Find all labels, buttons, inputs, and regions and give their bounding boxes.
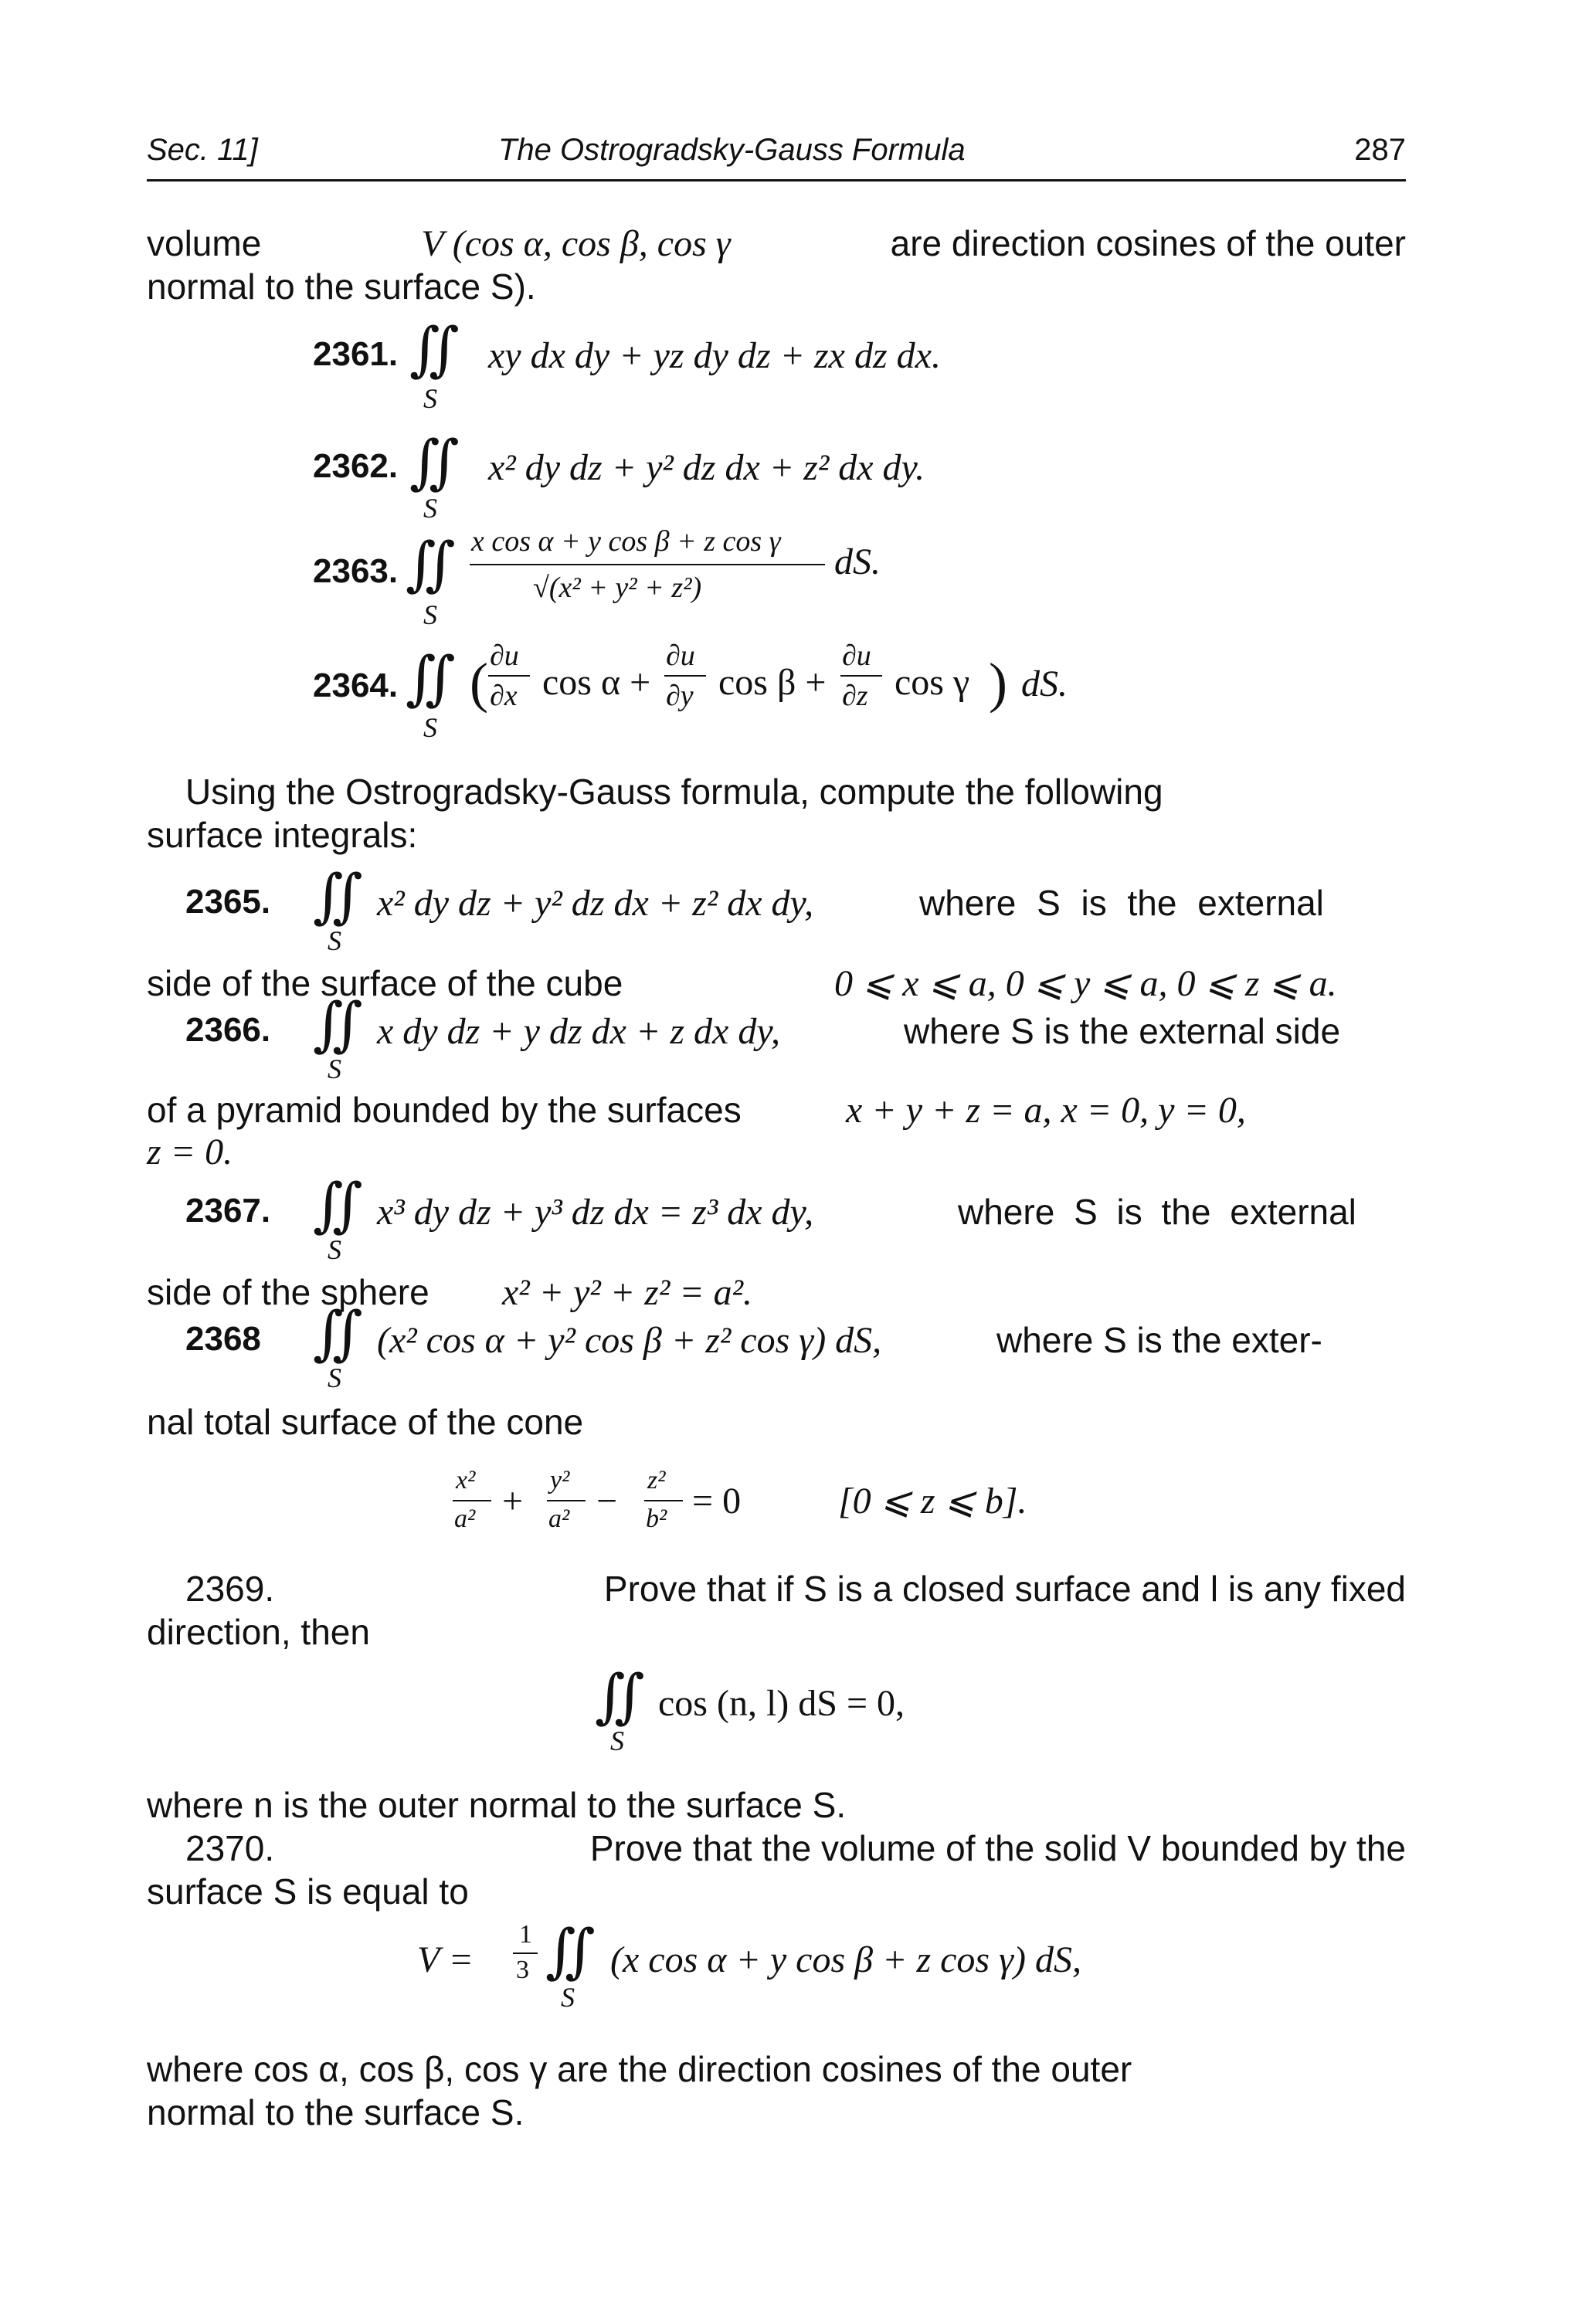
line2-2369: direction, then (147, 1612, 370, 1652)
line3-2369: where n is the outer normal to the surface S. (147, 1785, 847, 1825)
term-cos-beta: cos β + (718, 662, 827, 703)
fraction-denominator: √(x² + y² + z²) (533, 572, 702, 604)
eq-num-1: x² (456, 1466, 476, 1494)
eq-num-2: y² (550, 1466, 570, 1494)
problem-number-2367: 2367. (185, 1192, 271, 1230)
integrand-2368: (x² cos α + y² cos β + z² cos γ) dS, (377, 1320, 882, 1361)
surface-subscript: S (328, 1362, 341, 1393)
formula-2369: cos (n, l) dS = 0, (658, 1683, 905, 1724)
partial-y: ∂y (666, 680, 694, 712)
surface-subscript: S (423, 383, 437, 414)
fraction-numerator: x cos α + y cos β + z cos γ (471, 525, 781, 558)
chapter-title: The Ostrogradsky-Gauss Formula (498, 133, 966, 167)
eq-den-3: b² (646, 1505, 667, 1533)
line1-2370: 2370. Prove that the volume of the solid V bounded by the (185, 1828, 1406, 1868)
page-number: 287 (1354, 133, 1406, 167)
fraction-bar (644, 1500, 683, 1501)
problem-number-2366: 2366. (185, 1011, 271, 1049)
integrand-tail-2364: dS. (1021, 663, 1068, 704)
surface-subscript: S (328, 925, 341, 956)
double-integral-icon: ∬ (406, 643, 456, 712)
cond-2367: x² + y² + z² = a². (502, 1272, 753, 1313)
eq-num-3: z² (647, 1466, 666, 1494)
surface-subscript: S (423, 712, 437, 743)
term-cos-gamma: cos γ (895, 662, 970, 703)
double-integral-icon: ∬ (409, 427, 460, 496)
double-integral-icon: ∬ (595, 1661, 645, 1730)
text-2366: where S is the external side (904, 1011, 1341, 1051)
volume-rhs: (x cos α + y cos β + z cos γ) dS, (610, 1939, 1082, 1980)
problem-number-2368: 2368 (185, 1320, 261, 1358)
instruction-line-2: surface integrals: (147, 815, 418, 855)
double-integral-icon: ∬ (313, 1298, 363, 1367)
double-integral-icon: ∬ (313, 989, 363, 1058)
surface-subscript: S (328, 1234, 341, 1265)
one-third-den: 3 (516, 1956, 529, 1984)
integrand-2367: x³ dy dz + y³ dz dx = z³ dx dy, (377, 1192, 814, 1233)
integrand-2362: x² dy dz + y² dz dx + z² dx dy. (488, 447, 925, 488)
running-head (147, 133, 1406, 179)
eq-den-2: a² (548, 1505, 570, 1533)
double-integral-icon: ∬ (313, 1170, 363, 1239)
surface-subscript: S (328, 1053, 341, 1084)
problem-number-2369: 2369. (185, 1569, 275, 1609)
text-2367: where S is the external (958, 1192, 1356, 1232)
intro-line-1: volume V (cos α, cos β, cos γ are direction cosines of the outer (147, 223, 1406, 264)
eq-den-1: a² (454, 1505, 476, 1533)
line2-2370: surface S is equal to (147, 1871, 469, 1912)
fraction-bar (453, 1500, 491, 1501)
fraction-bar (488, 675, 530, 677)
fraction-bar (470, 564, 825, 565)
problem-number-2363: 2363. (313, 552, 399, 590)
cond-2366: x + y + z = a, x = 0, y = 0, (846, 1090, 1246, 1131)
instruction-line-1: Using the Ostrogradsky-Gauss formula, compute the following (185, 772, 1163, 812)
double-integral-icon: ∬ (409, 314, 460, 383)
partial-u-2: ∂u (666, 640, 695, 672)
one-third-num: 1 (519, 1920, 532, 1949)
line2-2367: side of the sphere (147, 1272, 429, 1312)
header-rule (147, 179, 1406, 182)
problem-number-2365: 2365. (185, 883, 271, 921)
section-label: Sec. 11] (147, 133, 258, 167)
text-2368: where S is the exter- (996, 1320, 1322, 1360)
line3-2370: where cos α, cos β, cos γ are the direction cosines of the outer (147, 2049, 1132, 2089)
integrand-tail-2363: dS. (834, 541, 881, 582)
problem-number-2364: 2364. (313, 667, 399, 704)
partial-x: ∂x (490, 680, 518, 712)
integrand-2361: xy dx dy + yz dy dz + zx dz dx. (488, 335, 941, 376)
fraction-bar (547, 1500, 586, 1501)
intro-line-2: normal to the surface S). (147, 266, 536, 307)
integrand-2366: x dy dz + y dz dx + z dx dy, (377, 1011, 780, 1052)
partial-u-1: ∂u (490, 640, 519, 672)
problem-number-2361: 2361. (313, 335, 399, 373)
line3-2366: z = 0. (147, 1131, 233, 1172)
eq-minus: − (596, 1481, 618, 1522)
double-integral-icon: ∬ (545, 1916, 596, 1985)
term-cos-alpha: cos α + (542, 662, 651, 703)
right-paren: ) (989, 652, 1007, 714)
problem-number-2370: 2370. (185, 1828, 275, 1868)
fraction-bar (664, 675, 706, 677)
eq-rhs: = 0 (692, 1481, 742, 1522)
cond-2365: 0 ⩽ x ⩽ a, 0 ⩽ y ⩽ a, 0 ⩽ z ⩽ a. (834, 963, 1337, 1004)
surface-subscript: S (561, 1982, 575, 2013)
eq-range: [0 ⩽ z ⩽ b]. (838, 1481, 1027, 1522)
eq-plus: + (502, 1481, 524, 1522)
volume-lhs: V = (417, 1939, 474, 1980)
double-integral-icon: ∬ (406, 529, 456, 598)
fraction-bar (513, 1952, 538, 1954)
surface-subscript: S (423, 493, 437, 524)
text-2365: where S is the external (919, 883, 1324, 923)
line2-2365: side of the surface of the cube (147, 963, 623, 1003)
surface-subscript: S (423, 599, 437, 630)
partial-u-3: ∂u (842, 640, 871, 672)
line2-2366: of a pyramid bounded by the surfaces (147, 1090, 742, 1130)
surface-subscript: S (610, 1725, 624, 1756)
line2-2368: nal total surface of the cone (147, 1402, 584, 1442)
integrand-2365: x² dy dz + y² dz dx + z² dx dy, (377, 883, 814, 924)
partial-z: ∂z (842, 680, 868, 712)
left-paren: ( (470, 652, 488, 714)
fraction-bar (840, 675, 882, 677)
problem-number-2362: 2362. (313, 447, 399, 485)
line1-2369: 2369. Prove that if S is a closed surface and l is any fixed (185, 1569, 1406, 1609)
double-integral-icon: ∬ (313, 861, 363, 930)
line4-2370: normal to the surface S. (147, 2092, 525, 2132)
